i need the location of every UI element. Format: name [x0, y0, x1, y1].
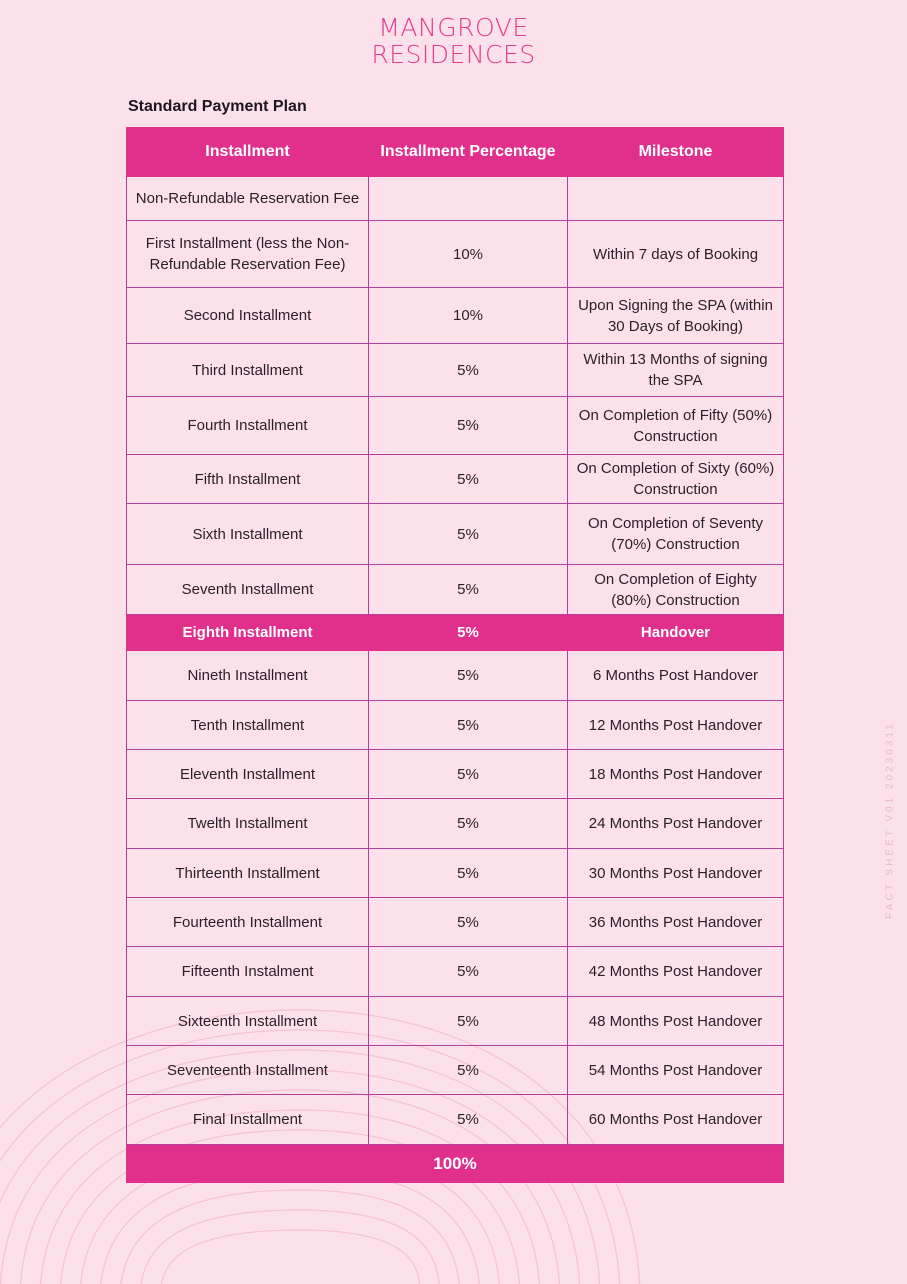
cell-percentage: 5%: [369, 701, 568, 750]
cell-installment: Seventeenth Installment: [127, 1046, 369, 1095]
cell-milestone: 18 Months Post Handover: [568, 750, 784, 799]
cell-percentage: 5%: [369, 455, 568, 504]
cell-installment: Second Installment: [127, 288, 369, 344]
cell-installment: Thirteenth Installment: [127, 849, 369, 898]
table-row: [127, 997, 784, 1046]
payment-plan-table: [126, 127, 784, 1183]
cell-installment: Tenth Installment: [127, 701, 369, 750]
cell-percentage: 5%: [369, 849, 568, 898]
cell-percentage: 5%: [369, 344, 568, 397]
cell-percentage: 5%: [369, 565, 568, 615]
cell-percentage: 5%: [369, 997, 568, 1046]
table-row: [127, 221, 784, 288]
cell-installment: First Installment (less the Non-Refundable Reservation Fee): [127, 221, 369, 288]
cell-installment: Fourteenth Installment: [127, 898, 369, 947]
cell-milestone: Within 7 days of Booking: [568, 221, 784, 288]
cell-percentage: 5%: [369, 651, 568, 701]
cell-installment: Non-Refundable Reservation Fee: [127, 177, 369, 221]
cell-milestone: On Completion of Seventy (70%) Construction: [568, 504, 784, 565]
cell-installment: Fifteenth Instalment: [127, 947, 369, 997]
cell-milestone: [568, 177, 784, 221]
cell-milestone: 6 Months Post Handover: [568, 651, 784, 701]
table-row: [127, 565, 784, 615]
page-title: Standard Payment Plan: [128, 98, 307, 115]
cell-milestone: 30 Months Post Handover: [568, 849, 784, 898]
cell-percentage: 10%: [369, 288, 568, 344]
cell-percentage: 5%: [369, 504, 568, 565]
cell-percentage: [369, 177, 568, 221]
table-row: [127, 651, 784, 701]
cell-percentage: 5%: [369, 1095, 568, 1145]
table-row: [127, 455, 784, 504]
cell-milestone: On Completion of Fifty (50%) Construction: [568, 397, 784, 455]
table-row: [127, 288, 784, 344]
table-row: [127, 1095, 784, 1145]
table-row: [127, 701, 784, 750]
cell-percentage: 10%: [369, 221, 568, 288]
cell-installment: Sixteenth Installment: [127, 997, 369, 1046]
cell-milestone: 24 Months Post Handover: [568, 799, 784, 849]
table-total-row: [127, 1145, 784, 1183]
table-row: [127, 750, 784, 799]
cell-installment: Nineth Installment: [127, 651, 369, 701]
cell-installment: Fifth Installment: [127, 455, 369, 504]
cell-installment: Twelth Installment: [127, 799, 369, 849]
header-installment-percentage: Installment Percentage: [369, 128, 568, 177]
cell-percentage: 5%: [369, 947, 568, 997]
cell-percentage: 5%: [369, 898, 568, 947]
table-row: [127, 177, 784, 221]
cell-percentage: 5%: [369, 799, 568, 849]
header-milestone: Milestone: [568, 128, 784, 177]
cell-milestone: 54 Months Post Handover: [568, 1046, 784, 1095]
brand-name-line2: RESIDENCES: [371, 40, 536, 69]
table-header-row: [127, 128, 784, 177]
table-row: [127, 397, 784, 455]
fact-sheet-side-label: FACT SHEET V01 20230311: [884, 721, 896, 919]
brand-logo: [0, 14, 907, 68]
brand-name-line1: MANGROVE: [378, 13, 529, 42]
cell-installment: Eighth Installment: [127, 615, 369, 651]
cell-milestone: 60 Months Post Handover: [568, 1095, 784, 1145]
cell-installment: Eleventh Installment: [127, 750, 369, 799]
cell-milestone: Upon Signing the SPA (within 30 Days of Booking): [568, 288, 784, 344]
cell-percentage: 5%: [369, 615, 568, 651]
cell-milestone: On Completion of Sixty (60%) Construction: [568, 455, 784, 504]
cell-milestone: Handover: [568, 615, 784, 651]
table-row: [127, 849, 784, 898]
cell-percentage: 5%: [369, 397, 568, 455]
cell-milestone: Within 13 Months of signing the SPA: [568, 344, 784, 397]
cell-milestone: 12 Months Post Handover: [568, 701, 784, 750]
cell-milestone: On Completion of Eighty (80%) Construction: [568, 565, 784, 615]
cell-milestone: 36 Months Post Handover: [568, 898, 784, 947]
table-row: [127, 799, 784, 849]
cell-milestone: 48 Months Post Handover: [568, 997, 784, 1046]
cell-installment: Third Installment: [127, 344, 369, 397]
cell-installment: Sixth Installment: [127, 504, 369, 565]
table-row-highlight: [127, 615, 784, 651]
table-row: [127, 898, 784, 947]
header-installment: Installment: [127, 128, 369, 177]
table-row: [127, 344, 784, 397]
cell-milestone: 42 Months Post Handover: [568, 947, 784, 997]
table-row: [127, 1046, 784, 1095]
cell-installment: Seventh Installment: [127, 565, 369, 615]
cell-installment: Final Installment: [127, 1095, 369, 1145]
cell-percentage: 5%: [369, 750, 568, 799]
cell-percentage: 5%: [369, 1046, 568, 1095]
total-percentage: 100%: [127, 1145, 784, 1183]
table-row: [127, 504, 784, 565]
cell-installment: Fourth Installment: [127, 397, 369, 455]
table-row: [127, 947, 784, 997]
